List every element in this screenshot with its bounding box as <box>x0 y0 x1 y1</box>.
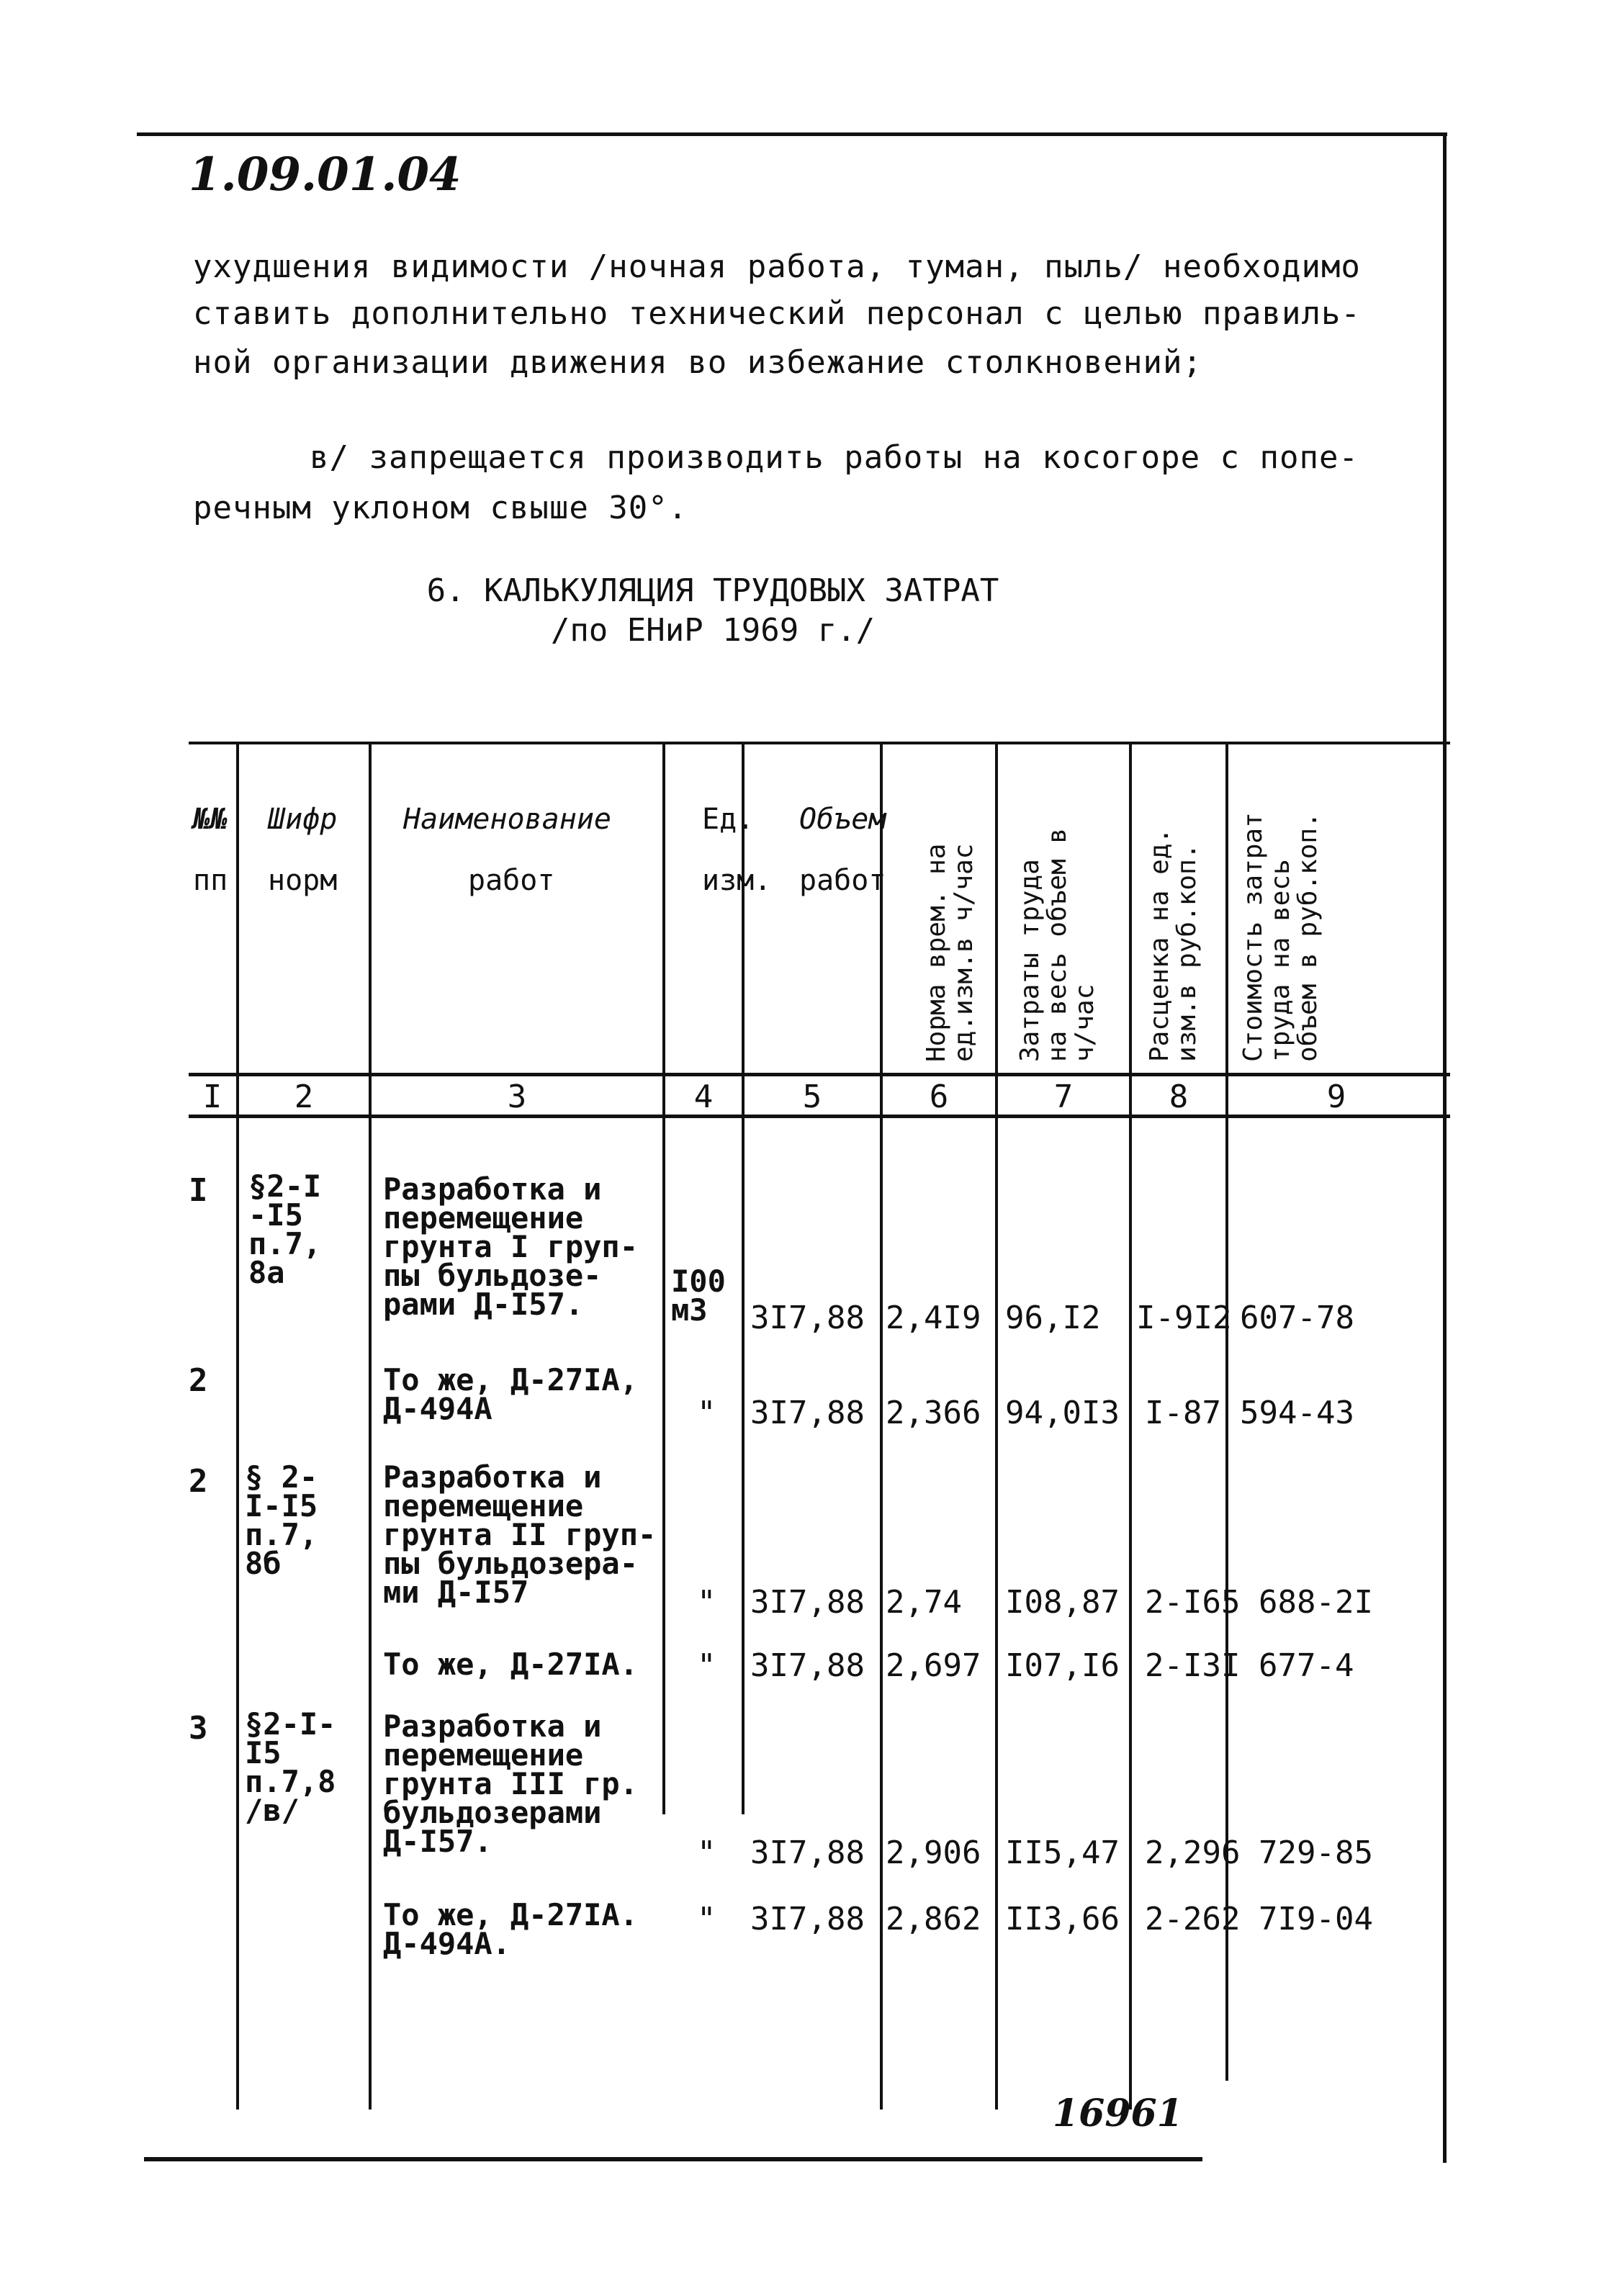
row3-labor: I08,87 <box>1005 1584 1120 1621</box>
colnum-4: 4 <box>693 1079 714 1115</box>
row1-labor: 96,I2 <box>1005 1300 1101 1336</box>
row3-code: § 2- I-I5 п.7, 8б <box>245 1459 318 1581</box>
row2-norm: 2,366 <box>886 1395 981 1431</box>
header-c8: Расценка на ед. изм.в руб.коп. <box>1145 827 1202 1062</box>
row6-norm: 2,862 <box>886 1901 981 1937</box>
row5-norm: 2,906 <box>886 1834 981 1871</box>
header-c5-line2: работ <box>799 864 886 897</box>
table-col-line-2 <box>369 742 372 2110</box>
paragraph-line-3: ной организации движения во избежание столкновений; <box>193 344 1203 381</box>
row4-labor: I07,I6 <box>1005 1647 1120 1684</box>
paragraph-line-1: ухудшения видимости /ночная работа, туман, пыль/ необходимо <box>193 248 1361 285</box>
row2-work: То же, Д-27IА, Д-494А <box>383 1362 639 1426</box>
row1-volume: 3I7,88 <box>750 1300 865 1336</box>
header-c1-line1: №№ <box>193 803 228 836</box>
row2-no: 2 <box>189 1362 208 1399</box>
header-c6: Норма врем. на ед.изм.в ч/час <box>922 843 979 1062</box>
colnum-7: 7 <box>1053 1079 1074 1115</box>
section-title: 6. КАЛЬКУЛЯЦИЯ ТРУДОВЫХ ЗАТРАТ <box>426 572 999 609</box>
table-col-line-6 <box>995 742 998 2110</box>
table-col-line-1 <box>236 742 239 2110</box>
row5-no: 3 <box>189 1710 208 1747</box>
row6-unit: " <box>697 1901 716 1937</box>
row4-unit: " <box>697 1647 716 1684</box>
colnum-8: 8 <box>1169 1079 1189 1115</box>
header-c2-line2: норм <box>268 864 338 897</box>
colnum-2: 2 <box>294 1079 314 1115</box>
row4-work: То же, Д-27IА. <box>383 1647 639 1682</box>
row1-norm: 2,4I9 <box>886 1300 981 1336</box>
row5-code: §2-I- I5 п.7,8 /в/ <box>245 1706 336 1828</box>
header-c1-line2: пп <box>193 864 228 897</box>
row1-code: §2-I -I5 п.7, 8а <box>248 1169 322 1290</box>
row3-volume: 3I7,88 <box>750 1584 865 1621</box>
row1-unit: I00 м3 <box>671 1264 726 1328</box>
row1-work: Разработка и перемещение грунта I груп- пы бульдозе- рами Д-I57. <box>383 1171 639 1322</box>
table-header-bottom-line <box>189 1073 1450 1076</box>
colnum-6: 6 <box>929 1079 949 1115</box>
row2-volume: 3I7,88 <box>750 1395 865 1431</box>
row6-volume: 3I7,88 <box>750 1901 865 1937</box>
paragraph-b-line-1: в/ запрещается производить работы на косогоре с попе- <box>310 439 1359 476</box>
table-col-line-7 <box>1129 742 1132 2110</box>
row2-cost: 594-43 <box>1240 1395 1354 1431</box>
row6-rate: 2-262 <box>1145 1901 1241 1937</box>
colnum-3: 3 <box>507 1079 527 1115</box>
row2-rate: I-87 <box>1145 1395 1221 1431</box>
row6-labor: II3,66 <box>1005 1901 1120 1937</box>
header-c9: Стоимость затрат труда на весь объем в руб.коп. <box>1238 812 1323 1062</box>
row3-norm: 2,74 <box>886 1584 962 1621</box>
row1-no: I <box>189 1172 208 1209</box>
row3-no: 2 <box>189 1463 208 1500</box>
colnum-5: 5 <box>802 1079 822 1115</box>
row2-unit: " <box>697 1395 716 1431</box>
header-c2-line1: Шифр <box>268 803 338 836</box>
right-border-line <box>1443 132 1447 2163</box>
row4-cost: 677-4 <box>1259 1647 1354 1684</box>
row5-unit: " <box>697 1834 716 1871</box>
document-code: 1.09.01.04 <box>189 148 462 202</box>
bottom-border-line <box>144 2157 1202 2161</box>
row1-rate: I-9I2 <box>1136 1300 1232 1336</box>
header-c3-line1: Наименование <box>403 803 611 836</box>
row3-unit: " <box>697 1584 716 1621</box>
table-col-line-3 <box>662 742 665 1814</box>
row4-volume: 3I7,88 <box>750 1647 865 1684</box>
table-col-line-4 <box>742 742 744 1814</box>
header-c3-line2: работ <box>468 864 555 897</box>
row5-work: Разработка и перемещение грунта III гр. бульдозерами Д-I57. <box>383 1709 639 1859</box>
row5-cost: 729-85 <box>1259 1834 1373 1871</box>
row3-cost: 688-2I <box>1259 1584 1373 1621</box>
header-c7: Затраты труда на весь объем в ч/час <box>1015 827 1099 1062</box>
colnum-1: I <box>202 1079 222 1115</box>
row6-cost: 7I9-04 <box>1259 1901 1373 1937</box>
row3-work: Разработка и перемещение грунта II груп- пы бульдозера- ми Д-I57 <box>383 1459 657 1610</box>
section-subtitle: /по ЕНиР 1969 г./ <box>550 612 876 649</box>
header-c5-line1: Объем <box>799 803 886 836</box>
row5-rate: 2,296 <box>1145 1834 1241 1871</box>
header-c4-line2: изм. <box>702 864 772 897</box>
paragraph-b-line-2: речным уклоном свыше 30°. <box>193 490 688 526</box>
header-c4-line1: Ед. <box>702 803 755 836</box>
row4-rate: 2-I3I <box>1145 1647 1241 1684</box>
top-border-line <box>137 132 1447 136</box>
row3-rate: 2-I65 <box>1145 1584 1241 1621</box>
paragraph-line-2: ставить дополнительно технический персонал с целью правиль- <box>193 295 1361 332</box>
row5-volume: 3I7,88 <box>750 1834 865 1871</box>
row5-labor: II5,47 <box>1005 1834 1120 1871</box>
page-number: 16961 <box>1053 2092 1183 2135</box>
row6-work: То же, Д-27IА. Д-494А. <box>383 1897 639 1961</box>
row2-labor: 94,0I3 <box>1005 1395 1120 1431</box>
row4-norm: 2,697 <box>886 1647 981 1684</box>
row1-cost: 607-78 <box>1240 1300 1354 1336</box>
colnum-9: 9 <box>1326 1079 1346 1115</box>
table-col-line-8 <box>1225 742 1228 2081</box>
table-col-line-5 <box>880 742 883 2110</box>
table-top-line <box>189 742 1450 744</box>
